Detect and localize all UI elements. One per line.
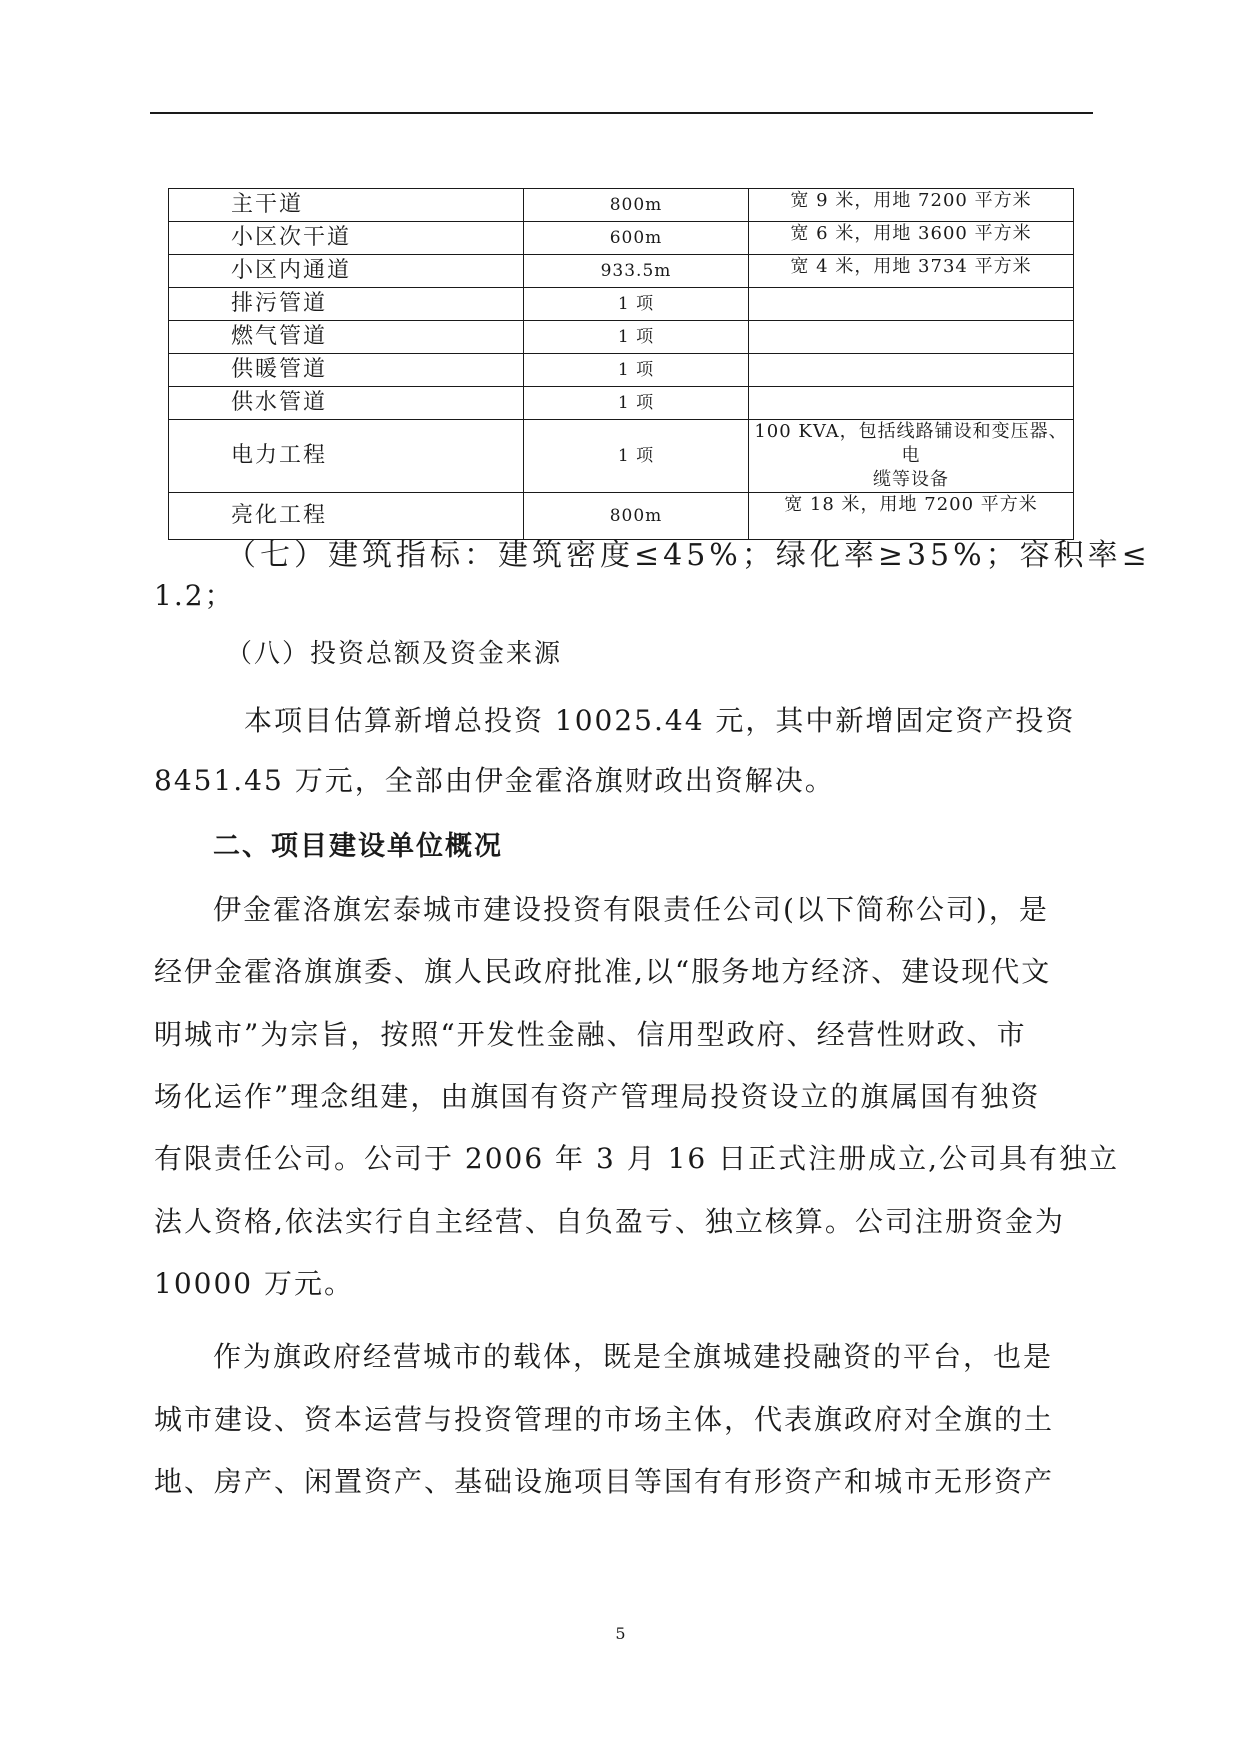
table-row bbox=[169, 321, 1074, 354]
note-cell bbox=[749, 288, 1074, 321]
quantity-cell: 1 项 bbox=[524, 321, 749, 354]
page-number: 5 bbox=[615, 1624, 626, 1643]
note-cell bbox=[749, 354, 1074, 387]
table-row bbox=[169, 420, 1074, 493]
paragraph-line: 作为旗政府经营城市的载体，既是全旗城建投融资的平台，也是 bbox=[213, 1340, 1054, 1373]
table-row bbox=[169, 493, 1074, 540]
table-row bbox=[169, 288, 1074, 321]
table-row bbox=[169, 189, 1074, 222]
note-cell bbox=[749, 321, 1074, 354]
paragraph-line: 10000 万元。 bbox=[154, 1267, 354, 1300]
paragraph-line: 场化运作”理念组建，由旗国有资产管理局投资设立的旗属国有独资 bbox=[154, 1080, 1041, 1113]
indicators-line: （七）建筑指标：建筑密度≤45%；绿化率≥35%；容积率≤ bbox=[226, 538, 1151, 573]
quantity-cell: 933.5m bbox=[524, 255, 749, 288]
paragraph-line: 明城市”为宗旨，按照“开发性金融、信用型政府、经营性财政、市 bbox=[154, 1018, 1027, 1051]
paragraph-line: 伊金霍洛旗宏泰城市建设投资有限责任公司(以下简称公司)，是 bbox=[213, 893, 1049, 926]
note-line: 缆等设备 bbox=[873, 469, 949, 490]
item-cell: 亮化工程 bbox=[169, 493, 524, 540]
note-cell: 宽 9 米，用地 7200 平方米 bbox=[749, 189, 1074, 222]
quantity-cell: 1 项 bbox=[524, 288, 749, 321]
table-row bbox=[169, 255, 1074, 288]
paragraph-line: 8451.45 万元，全部由伊金霍洛旗财政出资解决。 bbox=[154, 764, 835, 797]
paragraph-line: 法人资格,依法实行自主经营、自负盈亏、独立核算。公司注册资金为 bbox=[154, 1205, 1065, 1238]
item-cell: 小区内通道 bbox=[169, 255, 524, 288]
paragraph-line: 地、房产、闲置资产、基础设施项目等国有有形资产和城市无形资产 bbox=[154, 1465, 1055, 1498]
note-line: 100 KVA，包括线路铺设和变压器、电 bbox=[754, 421, 1068, 466]
note-cell: 宽 18 米，用地 7200 平方米 bbox=[749, 493, 1074, 540]
note-cell bbox=[749, 420, 1074, 493]
item-cell: 排污管道 bbox=[169, 288, 524, 321]
quantity-cell: 1 项 bbox=[524, 387, 749, 420]
note-cell: 宽 6 米，用地 3600 平方米 bbox=[749, 222, 1074, 255]
paragraph-line: 城市建设、资本运营与投资管理的市场主体，代表旗政府对全旗的土 bbox=[154, 1403, 1055, 1436]
item-cell: 燃气管道 bbox=[169, 321, 524, 354]
header-rule bbox=[150, 112, 1093, 114]
quantity-cell: 800m bbox=[524, 493, 749, 540]
note-cell: 宽 4 米，用地 3734 平方米 bbox=[749, 255, 1074, 288]
item-cell: 供暖管道 bbox=[169, 354, 524, 387]
quantity-cell: 600m bbox=[524, 222, 749, 255]
item-cell: 电力工程 bbox=[169, 420, 524, 493]
note-cell bbox=[749, 387, 1074, 420]
table-row bbox=[169, 354, 1074, 387]
quantity-cell: 1 项 bbox=[524, 420, 749, 493]
indicators-line: 1.2； bbox=[154, 579, 235, 612]
quantity-cell: 800m bbox=[524, 189, 749, 222]
paragraph-line: 本项目估算新增总投资 10025.44 元，其中新增固定资产投资 bbox=[244, 704, 1076, 737]
item-cell: 供水管道 bbox=[169, 387, 524, 420]
table-row bbox=[169, 387, 1074, 420]
item-cell: 小区次干道 bbox=[169, 222, 524, 255]
paragraph-line: 有限责任公司。公司于 2006 年 3 月 16 日正式注册成立,公司具有独立 bbox=[154, 1142, 1120, 1175]
section-heading: 二、项目建设单位概况 bbox=[213, 831, 503, 862]
investment-heading: （八）投资总额及资金来源 bbox=[226, 639, 563, 669]
item-cell: 主干道 bbox=[169, 189, 524, 222]
table-row bbox=[169, 222, 1074, 255]
infrastructure-table bbox=[168, 188, 1074, 540]
quantity-cell: 1 项 bbox=[524, 354, 749, 387]
paragraph-line: 经伊金霍洛旗旗委、旗人民政府批准,以“服务地方经济、建设现代文 bbox=[154, 955, 1052, 988]
